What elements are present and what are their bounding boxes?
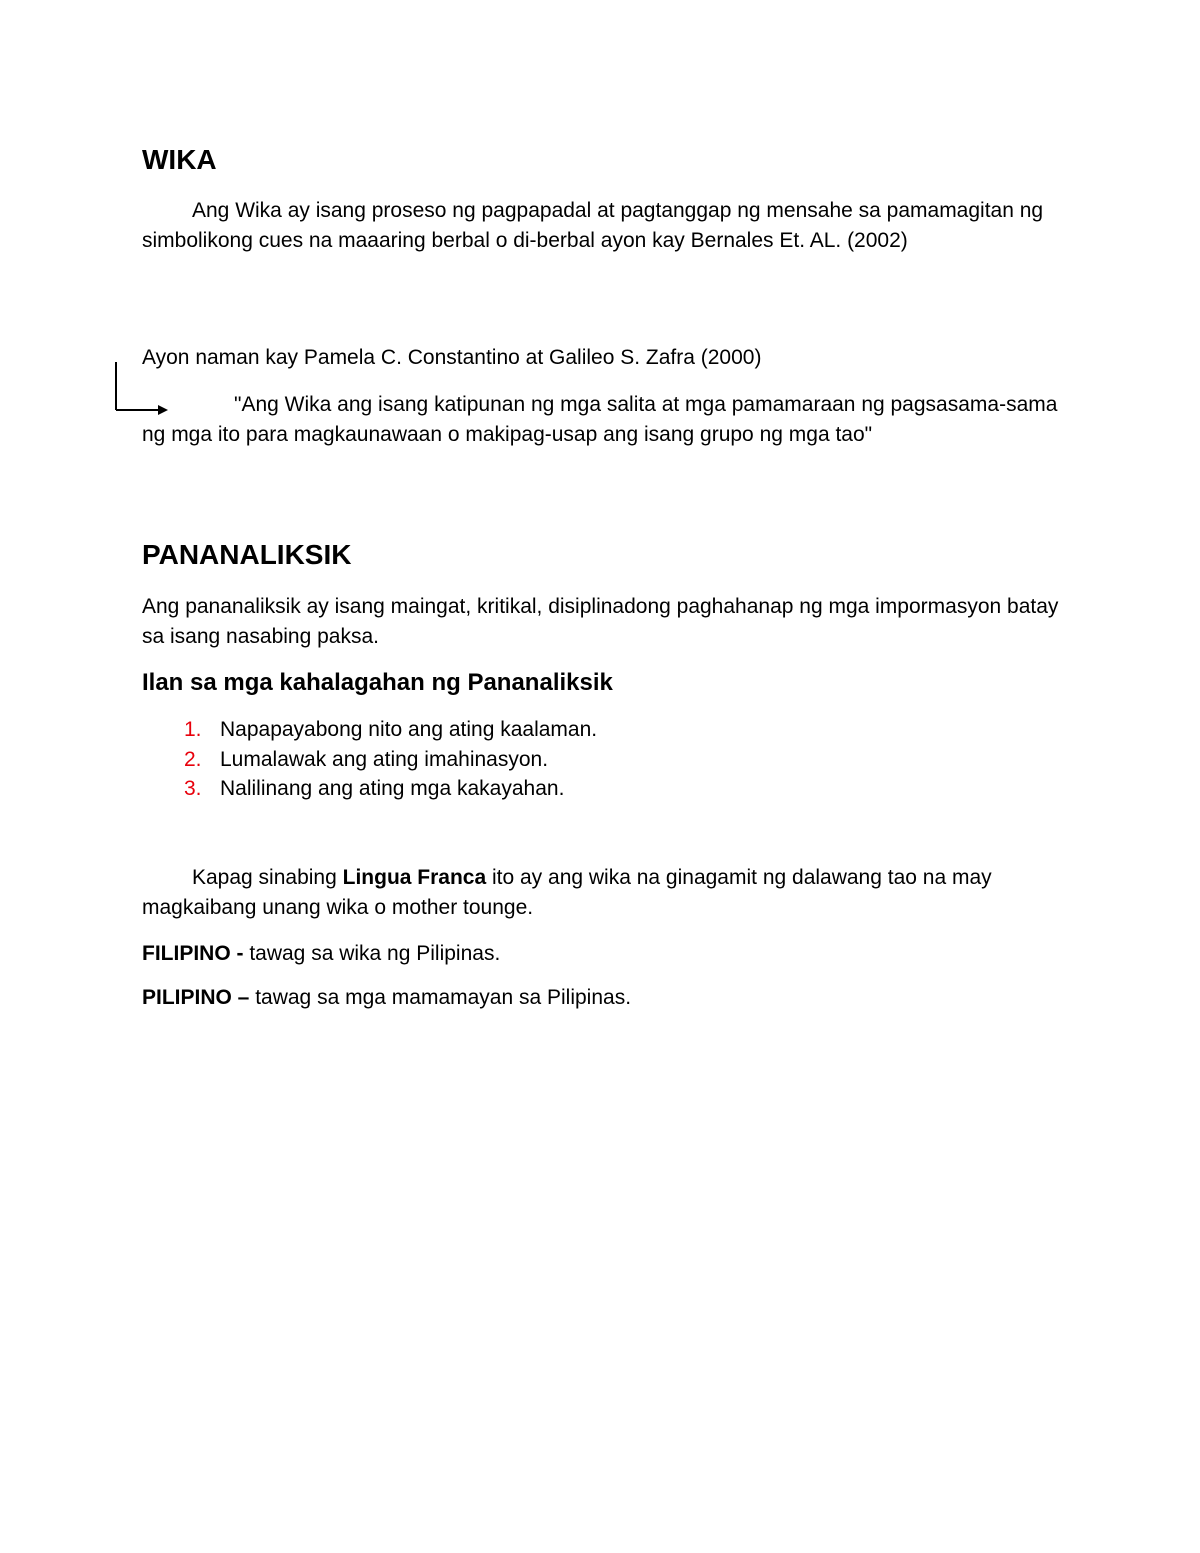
list-number: 3. <box>184 777 202 800</box>
list-item <box>142 715 597 745</box>
pilipino-term: PILIPINO – <box>142 986 256 1009</box>
filipino-text: tawag sa wika ng Pilipinas. <box>249 942 501 965</box>
pananaliksik-heading: PANANALIKSIK <box>142 539 352 570</box>
wika-heading: WIKA <box>142 144 217 175</box>
wika-definition: Ang Wika ay isang proseso ng pagpapadal at pagtanggap ng mensahe sa pamamagitan ng simbolikong cues na maaaring berbal o di-berbal ayon kay Bernales Et. AL. (2002) <box>142 199 1044 252</box>
list-number: 2. <box>184 747 202 771</box>
filipino-term: FILIPINO - <box>142 942 250 965</box>
list-item-text: Napapayabong nito ang ating kaalaman. <box>220 718 598 741</box>
lingua-franca-post: ito ay ang wika na ginagamit ng dalawang tao na may magkaibang unang wika o mother tounge. <box>142 866 992 919</box>
list-item <box>142 745 597 775</box>
pananaliksik-definition: Ang pananaliksik ay isang maingat, kritikal, disiplinadong paghahanap ng mga impormasyon batay sa isang nasabing paksa. <box>142 595 1059 648</box>
pilipino-text: tawag sa mga mamamayan sa Pilipinas. <box>255 986 632 1009</box>
list-number: 1. <box>184 718 202 741</box>
list-item-text: Lumalawak ang ating imahinasyon. <box>220 747 549 771</box>
filipino-definition <box>142 939 1062 969</box>
list-item <box>142 774 597 804</box>
list-item-text: Nalilinang ang ating mga kakayahan. <box>220 777 565 800</box>
pilipino-definition <box>142 983 1062 1013</box>
lingua-franca-pre: Kapag sinabing <box>192 866 343 889</box>
constantino-intro: Ayon naman kay Pamela C. Constantino at Galileo S. Zafra (2000) <box>142 346 762 369</box>
kahalagahan-heading: Ilan sa mga kahalagahan ng Pananaliksik <box>142 669 613 696</box>
wika-quote: "Ang Wika ang isang katipunan ng mga salita at mga pamamaraan ng pagsasama-sama ng mga ito para magkaunawaan o makipag-usap ang isang grupo ng mga tao" <box>142 393 1058 446</box>
kahalagahan-list <box>142 715 597 804</box>
lingua-franca-term: Lingua Franca <box>342 866 487 889</box>
lingua-franca-paragraph <box>142 863 1062 922</box>
